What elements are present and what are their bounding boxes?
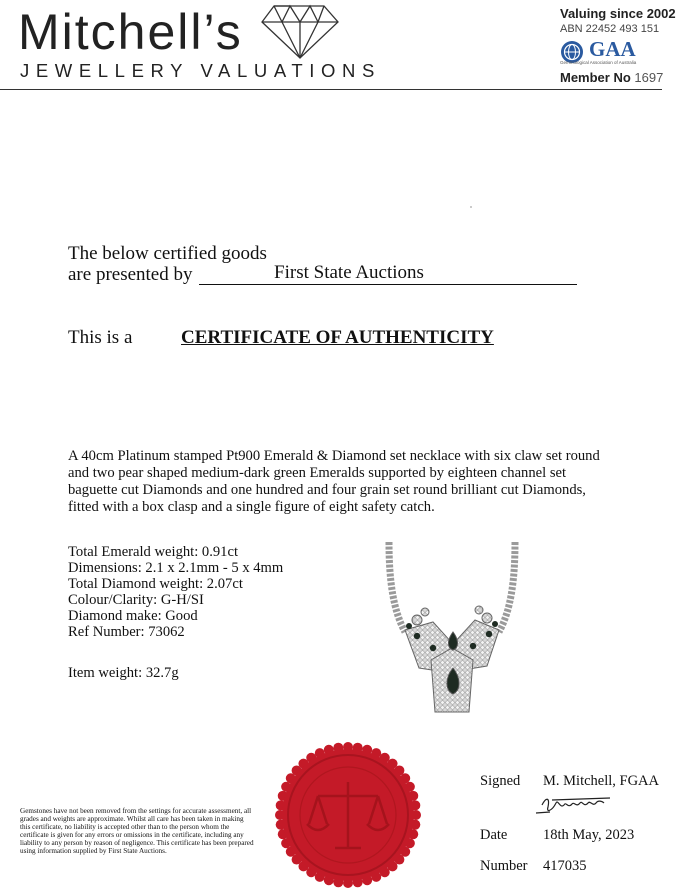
number-label: Number [480,858,528,874]
member-no-value: 1697 [634,70,664,85]
certificate-title: CERTIFICATE OF AUTHENTICITY [181,327,494,348]
item-description: A 40cm Platinum stamped Pt900 Emerald & Diamond set necklace with six claw set round and two pear shaped medium-dark green Emeralds supported by eighteen channel set baguette cut Diamonds and one hundred and four grain set round brilliant cut Diamonds, fitted with a box clasp and a single figure of eight safety catch. [68,448,600,515]
valuing-since: Valuing since 2002 [560,6,676,21]
spec-diamond-weight: Total Diamond weight: 2.07ct [68,576,243,592]
spec-emerald-weight: Total Emerald weight: 0.91ct [68,544,239,560]
handwritten-signature [532,793,627,819]
certificate-lead: This is a [68,327,133,348]
number-value: 417035 [543,858,587,874]
diamond-icon [260,2,342,62]
spec-colour-clarity: Colour/Clarity: G-H/SI [68,592,204,608]
wax-seal [273,740,423,890]
date-label: Date [480,827,508,843]
spec-ref-number: Ref Number: 73062 [68,624,185,640]
member-label: Member No [560,70,631,85]
disclaimer: Gemstones have not been removed from the settings for accurate assessment, all grades and weights are approximate. Whilst all care has been taken in making this certificate, no liability is accepted other than to the person whom the certificate is given for any errors or omissions in the certificate, including any liability to any person by reason of negligence. This certificate has been prepared using information supplied by First State Auctions. [20,807,254,855]
date-value: 18th May, 2023 [543,827,635,843]
gaa-subtitle: Gemmological Association of Australia [560,60,637,65]
abn-number: ABN 22452 493 151 [560,23,660,35]
brand-name: Mitchell’s [18,4,243,60]
presented-line-2: are presented by [68,264,193,285]
brand-subtitle: JEWELLERY VALUATIONS [20,60,381,81]
spec-diamond-make: Diamond make: Good [68,608,198,624]
gaa-label: GAA [589,37,636,61]
spec-list [68,544,283,640]
presented-line-1: The below certified goods [68,243,267,264]
signed-label: Signed [480,773,521,789]
presenter-underline [199,284,577,285]
necklace-photo [375,540,550,720]
speck [470,206,472,208]
spec-dimensions: Dimensions: 2.1 x 2.1mm - 5 x 4mm [68,560,284,576]
presenter-name: First State Auctions [274,262,424,283]
header-rule [0,89,662,90]
signed-value: M. Mitchell, FGAA [543,773,659,789]
item-weight: Item weight: 32.7g [68,665,179,681]
member-number [560,70,663,85]
